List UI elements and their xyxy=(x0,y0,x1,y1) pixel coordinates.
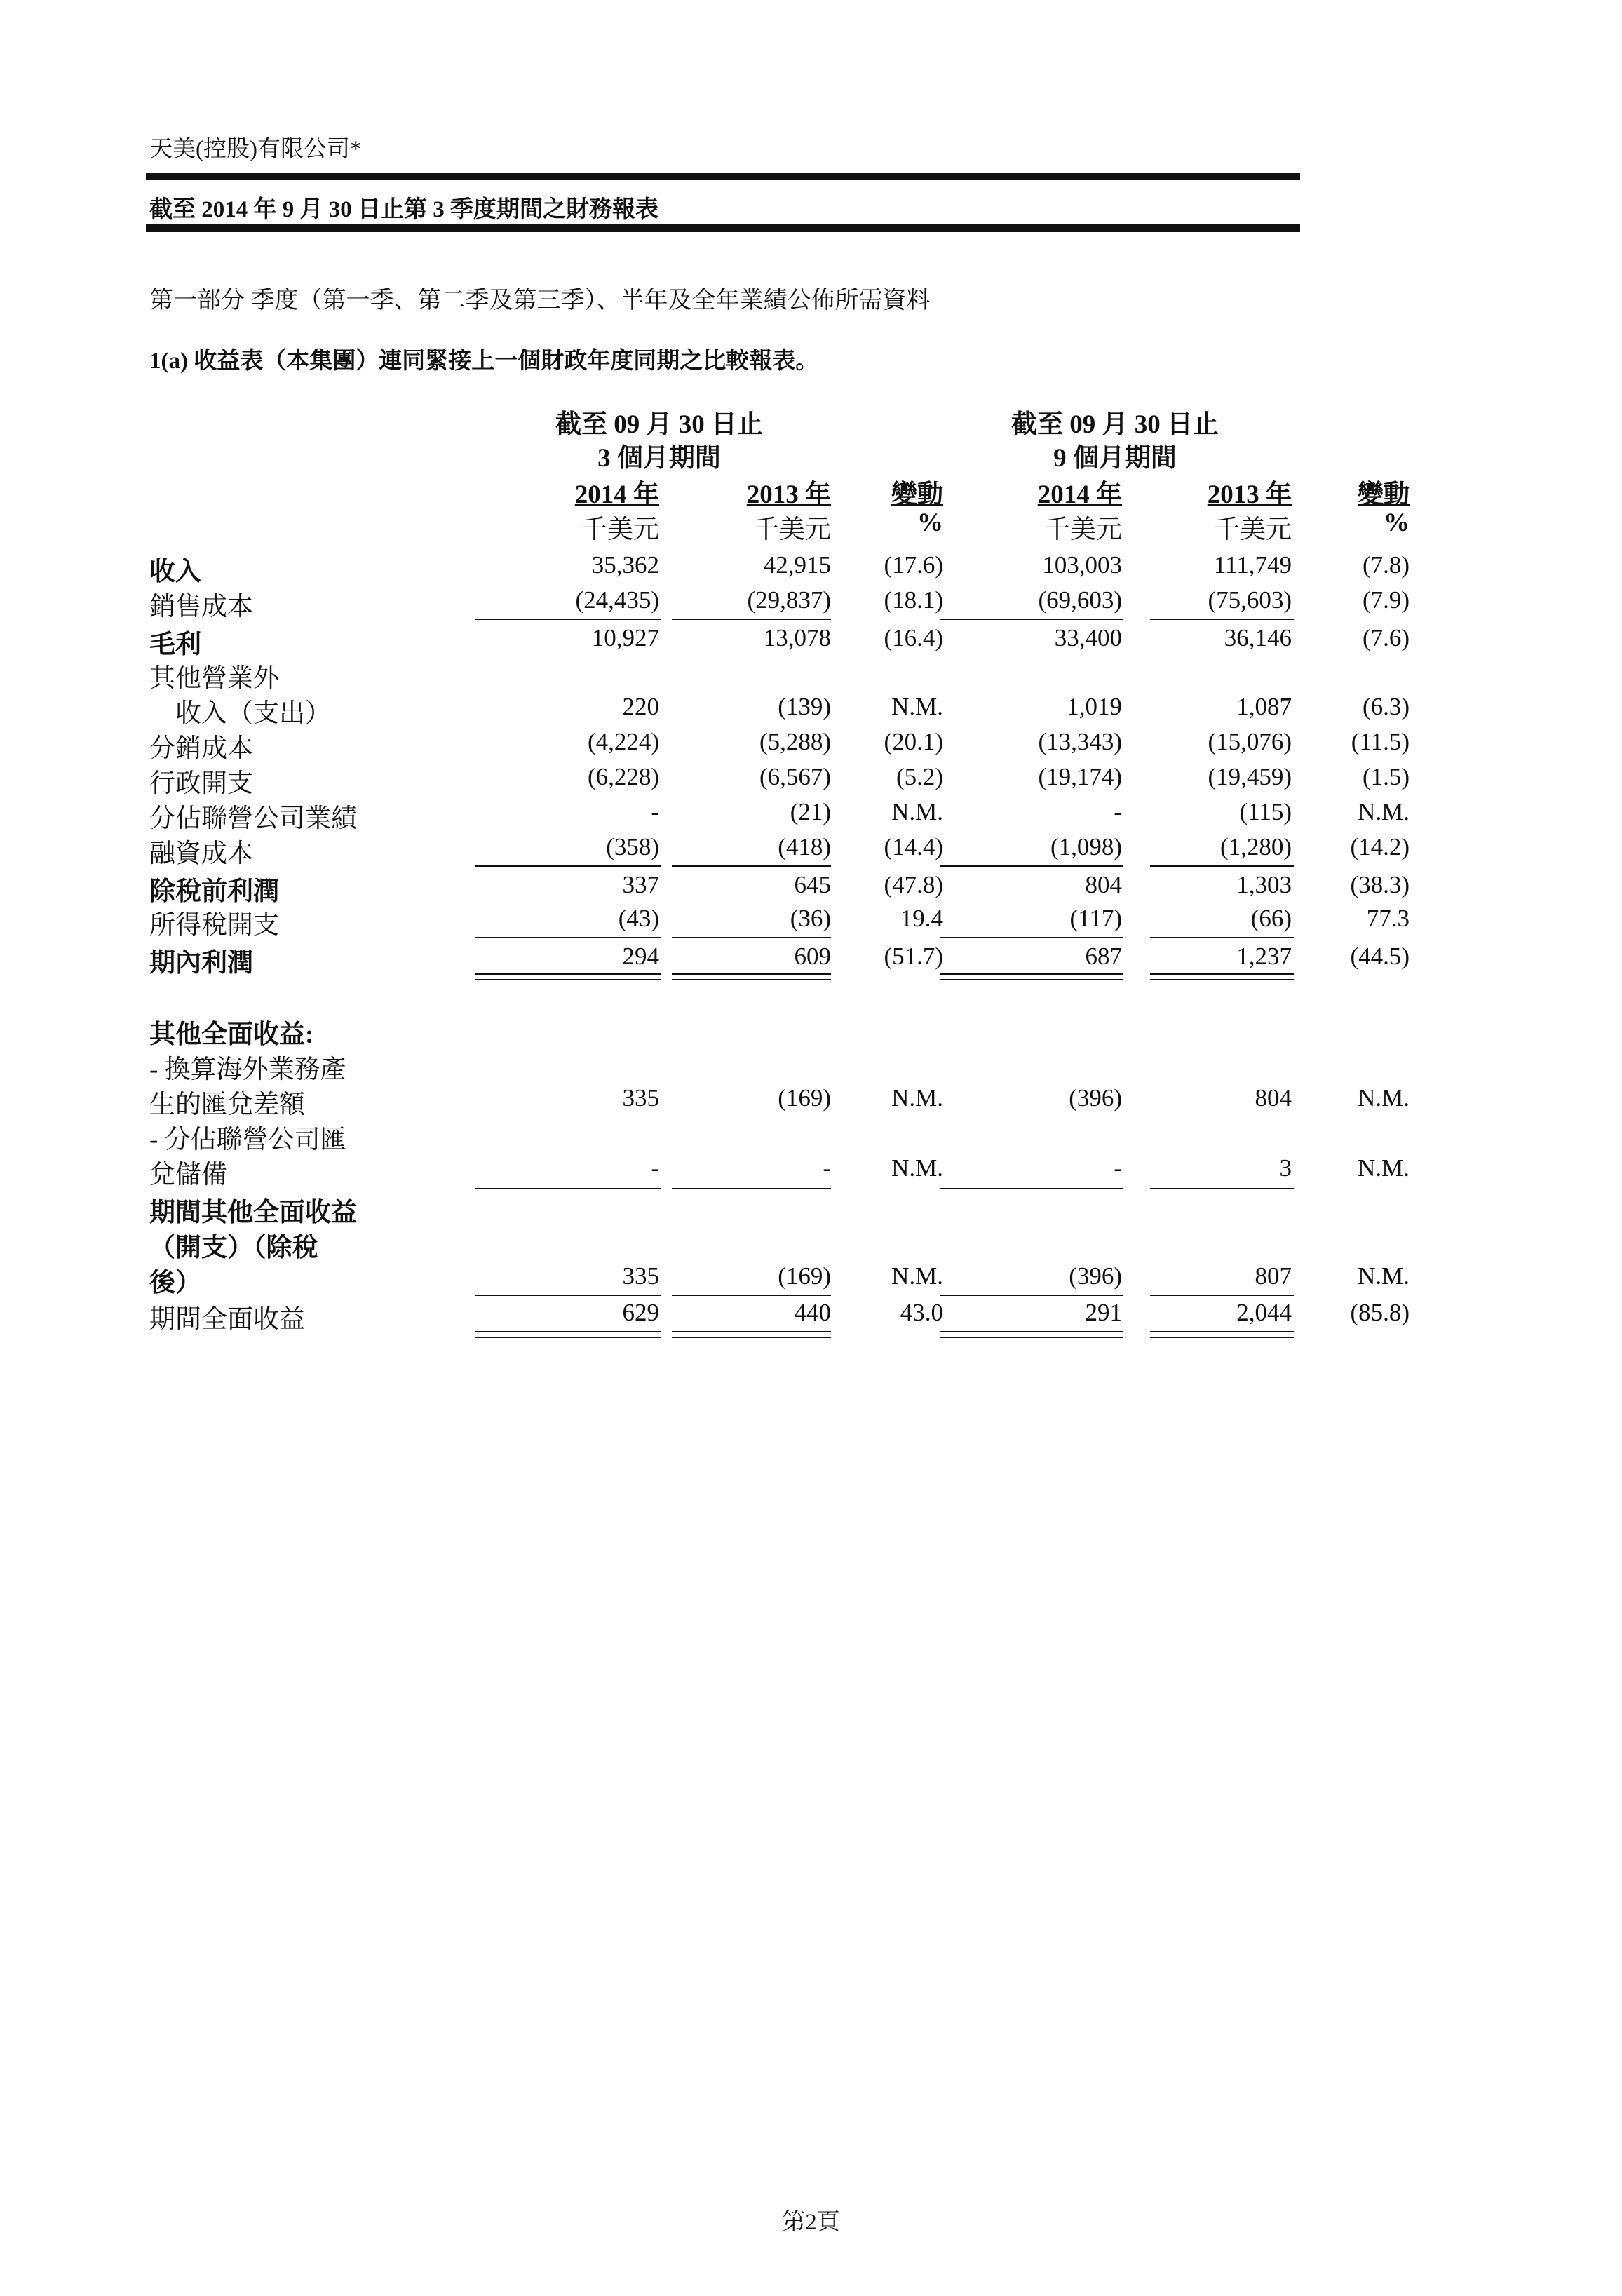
row-label: 融資成本 xyxy=(149,839,253,868)
row-value: (6,567) xyxy=(759,763,831,790)
row-value: N.M. xyxy=(891,1154,943,1182)
row-label: 後） xyxy=(149,1269,201,1297)
row-value: (1.5) xyxy=(1362,763,1410,790)
row-value: 43.0 xyxy=(900,1299,943,1326)
double-underline xyxy=(672,973,831,975)
group-header-3m-line1: 截至 09 月 30 日止 xyxy=(555,410,763,439)
row-value: N.M. xyxy=(891,693,943,720)
row-value: 335 xyxy=(622,1262,659,1290)
row-value: - xyxy=(1114,1154,1122,1182)
row-value: (47.8) xyxy=(884,871,943,898)
total-underline xyxy=(1150,937,1294,938)
row-value: 103,003 xyxy=(1042,551,1122,579)
col-header-9m-change: 變動 xyxy=(1358,480,1410,509)
row-value: (44.5) xyxy=(1350,943,1410,970)
row-value: (51.7) xyxy=(884,943,943,970)
row-value: 111,749 xyxy=(1213,551,1292,579)
part-title: 第一部分 季度（第一季、第二季及第三季）、半年及全年業績公佈所需資料 xyxy=(149,288,931,313)
col-header-3m-2014: 2014 年 xyxy=(574,480,659,509)
total-underline xyxy=(940,1188,1123,1189)
total-underline xyxy=(1150,1188,1294,1189)
total-underline xyxy=(940,865,1123,867)
total-underline xyxy=(1150,1295,1294,1296)
row-value: (66) xyxy=(1250,905,1292,932)
total-underline xyxy=(475,865,661,867)
row-value: N.M. xyxy=(1358,1262,1410,1290)
row-value: (21) xyxy=(790,798,831,825)
col-unit-9m-2013: 千美元 xyxy=(1214,515,1292,544)
row-value: 42,915 xyxy=(763,551,831,579)
row-value: 687 xyxy=(1085,943,1122,970)
row-value: (38.3) xyxy=(1350,871,1410,898)
row-label: 期間其他全面收益 xyxy=(149,1198,357,1227)
row-value: (75,603) xyxy=(1208,586,1292,614)
row-value: N.M. xyxy=(1358,798,1410,825)
col-unit-3m-change: % xyxy=(917,508,943,537)
row-value: 1,303 xyxy=(1236,871,1292,898)
row-label: - 換算海外業務產 xyxy=(149,1055,346,1084)
total-underline xyxy=(475,1295,661,1296)
total-underline xyxy=(940,937,1123,938)
double-underline xyxy=(940,979,1123,980)
row-value: 645 xyxy=(794,871,831,898)
page-number: 第2頁 xyxy=(782,2210,840,2235)
row-value: (6,228) xyxy=(587,763,659,790)
group-header-9m-line2: 9 個月期間 xyxy=(1053,444,1177,473)
row-value: 294 xyxy=(622,943,659,970)
row-value: 1,087 xyxy=(1236,693,1292,720)
row-value: (169) xyxy=(778,1262,831,1290)
double-underline xyxy=(475,1337,661,1338)
row-label: 除稅前利潤 xyxy=(149,877,279,906)
row-value: (16.4) xyxy=(884,624,943,651)
col-unit-3m-2013: 千美元 xyxy=(753,515,831,544)
row-value: (418) xyxy=(778,833,831,860)
row-value: 220 xyxy=(622,693,659,720)
total-underline xyxy=(940,619,1123,620)
row-value: N.M. xyxy=(891,1084,943,1112)
row-value: N.M. xyxy=(891,798,943,825)
row-value: (69,603) xyxy=(1038,586,1122,614)
row-value: (43) xyxy=(618,905,659,932)
total-underline xyxy=(475,619,661,620)
row-value: (115) xyxy=(1239,798,1292,825)
total-underline xyxy=(672,619,831,620)
col-unit-9m-2014: 千美元 xyxy=(1044,515,1122,544)
group-header-9m-line1: 截至 09 月 30 日止 xyxy=(1011,410,1219,439)
total-underline xyxy=(672,937,831,938)
group-header-3m-line2: 3 個月期間 xyxy=(597,444,721,473)
double-underline xyxy=(475,979,661,980)
row-value: - xyxy=(1114,798,1122,825)
row-value: 440 xyxy=(794,1299,831,1326)
row-value: (396) xyxy=(1069,1084,1122,1112)
col-header-3m-change: 變動 xyxy=(891,480,943,509)
row-value: N.M. xyxy=(891,1262,943,1290)
header-rule-top xyxy=(146,173,1300,180)
total-underline xyxy=(1150,619,1294,620)
row-label: （開支）（除稅 xyxy=(149,1234,318,1262)
row-value: (20.1) xyxy=(884,728,943,755)
row-value: 19.4 xyxy=(900,905,943,932)
row-value: 1,019 xyxy=(1067,693,1122,720)
row-value: - xyxy=(651,798,659,825)
double-underline xyxy=(672,979,831,980)
row-value: 77.3 xyxy=(1366,905,1410,932)
double-underline xyxy=(940,1337,1123,1338)
company-name: 天美(控股)有限公司* xyxy=(149,137,362,162)
section-title: 1(a) 收益表（本集團）連同緊接上一個財政年度同期之比較報表。 xyxy=(149,349,819,374)
row-value: (7.9) xyxy=(1362,586,1410,614)
double-underline xyxy=(475,1331,661,1332)
row-label: 分銷成本 xyxy=(149,734,253,763)
row-value: 2,044 xyxy=(1236,1299,1292,1326)
row-value: 629 xyxy=(622,1299,659,1326)
row-value: 3 xyxy=(1279,1154,1292,1182)
total-underline xyxy=(672,1295,831,1296)
double-underline xyxy=(940,1331,1123,1332)
row-value: (4,224) xyxy=(587,728,659,755)
row-value: (19,459) xyxy=(1208,763,1292,790)
total-underline xyxy=(672,865,831,867)
row-value: (139) xyxy=(778,693,831,720)
row-value: 609 xyxy=(794,943,831,970)
row-label: 毛利 xyxy=(149,630,201,659)
row-label: 期間全面收益 xyxy=(149,1305,305,1334)
col-unit-3m-2014: 千美元 xyxy=(581,515,659,544)
double-underline xyxy=(1150,1337,1294,1338)
row-value: (7.6) xyxy=(1362,624,1410,651)
row-label: 所得稅開支 xyxy=(149,911,279,940)
row-value: N.M. xyxy=(1358,1084,1410,1112)
row-value: - xyxy=(651,1154,659,1182)
row-label: 期內利潤 xyxy=(149,949,253,978)
row-value: (11.5) xyxy=(1351,728,1410,755)
row-value: (14.4) xyxy=(884,833,943,860)
row-value: (5.2) xyxy=(896,763,943,790)
double-underline xyxy=(1150,1331,1294,1332)
row-value: (19,174) xyxy=(1038,763,1122,790)
row-value: (6.3) xyxy=(1362,693,1410,720)
row-value: 335 xyxy=(622,1084,659,1112)
row-value: (1,098) xyxy=(1050,833,1122,860)
document-title: 截至 2014 年 9 月 30 日止第 3 季度期間之財務報表 xyxy=(149,197,658,222)
total-underline xyxy=(940,1295,1123,1296)
row-label: 收入（支出） xyxy=(149,699,331,728)
row-label: 兌儲備 xyxy=(149,1161,227,1189)
row-value: 337 xyxy=(622,871,659,898)
double-underline xyxy=(672,1337,831,1338)
row-value: 33,400 xyxy=(1054,624,1122,651)
total-underline xyxy=(1150,865,1294,867)
row-label: 分佔聯營公司業績 xyxy=(149,804,357,833)
row-value: (5,288) xyxy=(759,728,831,755)
row-value: 36,146 xyxy=(1224,624,1292,651)
row-value: 1,237 xyxy=(1236,943,1292,970)
header-rule-bottom xyxy=(146,224,1300,232)
row-value: (15,076) xyxy=(1208,728,1292,755)
row-label: - 分佔聯營公司匯 xyxy=(149,1126,346,1154)
row-value: 807 xyxy=(1255,1262,1292,1290)
col-header-3m-2013: 2013 年 xyxy=(746,480,831,509)
row-label: 其他營業外 xyxy=(149,664,279,693)
row-value: (17.6) xyxy=(884,551,943,579)
row-value: 804 xyxy=(1255,1084,1292,1112)
col-header-9m-2014: 2014 年 xyxy=(1037,480,1122,509)
total-underline xyxy=(672,1188,831,1189)
col-header-9m-2013: 2013 年 xyxy=(1207,480,1292,509)
row-value: 13,078 xyxy=(763,624,831,651)
row-value: 35,362 xyxy=(591,551,659,579)
row-value: 804 xyxy=(1085,871,1122,898)
row-value: 291 xyxy=(1085,1299,1122,1326)
total-underline xyxy=(475,937,661,938)
row-label: 其他全面收益: xyxy=(149,1020,314,1049)
row-value: (24,435) xyxy=(575,586,659,614)
row-value: (1,280) xyxy=(1219,833,1292,860)
row-value: (36) xyxy=(790,905,831,932)
row-label: 生的匯兌差額 xyxy=(149,1090,305,1119)
double-underline xyxy=(1150,973,1294,975)
double-underline xyxy=(672,1331,831,1332)
row-label: 行政開支 xyxy=(149,769,253,798)
row-value: (85.8) xyxy=(1350,1299,1410,1326)
col-unit-9m-change: % xyxy=(1384,508,1410,537)
row-value: - xyxy=(823,1154,831,1182)
row-value: N.M. xyxy=(1358,1154,1410,1182)
row-value: (18.1) xyxy=(884,586,943,614)
row-value: (14.2) xyxy=(1350,833,1410,860)
row-label: 收入 xyxy=(149,558,201,586)
total-underline xyxy=(475,1188,661,1189)
double-underline xyxy=(475,973,661,975)
double-underline xyxy=(1150,979,1294,980)
row-label: 銷售成本 xyxy=(149,593,253,621)
row-value: (358) xyxy=(606,833,659,860)
double-underline xyxy=(940,973,1123,975)
row-value: (169) xyxy=(778,1084,831,1112)
row-value: (13,343) xyxy=(1038,728,1122,755)
row-value: (29,837) xyxy=(747,586,831,614)
row-value: 10,927 xyxy=(591,624,659,651)
row-value: (396) xyxy=(1069,1262,1122,1290)
row-value: (117) xyxy=(1069,905,1122,932)
row-value: (7.8) xyxy=(1362,551,1410,579)
